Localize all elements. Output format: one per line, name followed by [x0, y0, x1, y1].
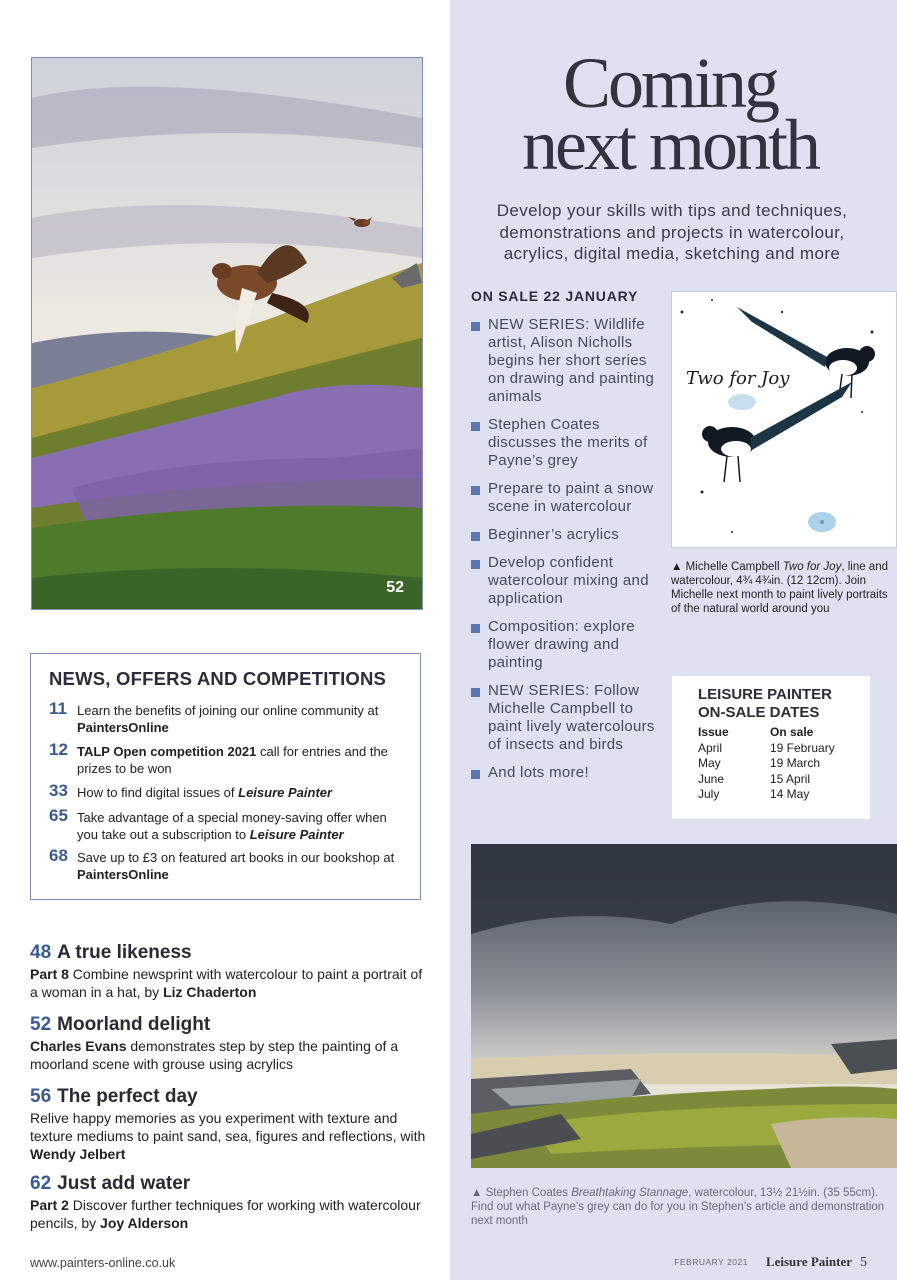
feature-title: The perfect day: [57, 1086, 198, 1107]
feature-title: Moorland delight: [57, 1014, 211, 1035]
footer-page-number: 5: [860, 1255, 867, 1270]
news-item-text: How to find digital issues of Leisure Painter: [77, 785, 333, 800]
bullet-item: Prepare to paint a snow scene in watercolour: [470, 480, 660, 516]
news-item-page: 33: [49, 781, 68, 800]
magpie-caption: ▲ Michelle Campbell Two for Joy, line and watercolour, 4¾ 4¾in. (12 12cm). Join Michelle next month to paint lively portraits of the natural world around you: [671, 561, 888, 615]
coming-title: Coming next month: [522, 43, 818, 185]
feature-body: Relive happy memories as you experiment with texture and texture mediums to paint sand, sea, figures and reflections, with Wendy Jelbert: [30, 1110, 426, 1162]
painting-script: Two for Joy: [686, 368, 790, 389]
feature-item[interactable]: [30, 942, 430, 1001]
news-item-text: Learn the benefits of joining our online community at PaintersOnline: [77, 703, 379, 735]
news-item-page: 68: [49, 846, 68, 865]
table-row: April 19 February: [698, 740, 835, 755]
dates-title: LEISURE PAINTER ON-SALE DATES: [698, 686, 832, 721]
news-item-text: TALP Open competition 2021 call for entries and the prizes to be won: [77, 744, 388, 776]
feature-heading: [30, 942, 430, 964]
news-title: NEWS, OFFERS AND COMPETITIONS: [49, 668, 387, 689]
footer-brand: Leisure Painter: [765, 1254, 852, 1269]
feature-heading: [30, 1086, 430, 1108]
feature-page: 56: [30, 1086, 52, 1107]
news-item[interactable]: [49, 699, 409, 736]
grouse-painting-image: [32, 58, 422, 609]
bullet-item: NEW SERIES: Wildlife artist, Alison Nicholls begins her short series on drawing and painting animals: [470, 316, 660, 406]
footer-url[interactable]: www.painters-online.co.uk: [30, 1256, 176, 1270]
feature-heading: [30, 1173, 430, 1195]
page-badge: 52: [386, 579, 404, 596]
news-item-text: Take advantage of a special money-saving offer when you take out a subscription to Leisure Painter: [77, 810, 387, 842]
moorland-painting-image: [471, 844, 897, 1168]
feature-heading: [30, 1014, 430, 1036]
magpie-painting-image: [672, 292, 896, 547]
col-on-sale: On sale: [770, 725, 814, 739]
footer-month: FEBRUARY 2021: [674, 1257, 748, 1267]
feature-title: A true likeness: [57, 942, 192, 963]
magpie-painting-photo: [671, 291, 897, 548]
bullet-item: And lots more!: [470, 764, 660, 782]
news-item[interactable]: [49, 806, 409, 843]
feature-body: Part 8 Combine newsprint with watercolour to paint a portrait of a woman in a hat, by Liz Chaderton: [30, 966, 423, 1000]
bullet-item: Beginner’s acrylics: [470, 526, 660, 544]
feature-item[interactable]: [30, 1014, 430, 1073]
feature-page: 52: [30, 1014, 52, 1035]
feature-item[interactable]: [30, 1173, 430, 1232]
coming-bullet-list: [470, 316, 660, 792]
footer-right: [674, 1254, 867, 1271]
feature-body: Part 2 Discover further techniques for working with watercolour pencils, by Joy Alderson: [30, 1197, 421, 1231]
news-item[interactable]: [49, 781, 409, 802]
col-issue: Issue: [698, 725, 729, 739]
news-item-page: 11: [49, 699, 67, 718]
coming-subtitle: Develop your skills with tips and techniques, demonstrations and projects in watercolour, acrylics, digital media, sketching and more: [496, 201, 848, 263]
news-offers-box: [30, 653, 421, 900]
feature-page: 48: [30, 942, 52, 963]
feature-item[interactable]: [30, 1086, 430, 1163]
on-sale-dates-box: [672, 676, 870, 819]
feature-page: 62: [30, 1173, 52, 1194]
dates-table: [698, 725, 835, 803]
moorland-caption: ▲ Stephen Coates Breathtaking Stannage, watercolour, 13½ 21½in. (35 55cm). Find out what Payne’s grey can do for you in Stephen’s article and demonstration next month: [471, 1187, 885, 1227]
bullet-item: NEW SERIES: Follow Michelle Campbell to paint lively watercolours of insects and birds: [470, 682, 660, 754]
news-item-page: 65: [49, 806, 68, 825]
on-sale-heading: ON SALE 22 JANUARY: [471, 288, 639, 304]
moorland-painting-photo: [471, 844, 897, 1168]
table-row: July 14 May: [698, 787, 810, 801]
news-item-page: 12: [49, 740, 68, 759]
news-item[interactable]: [49, 740, 409, 777]
news-item-text: Save up to £3 on featured art books in our bookshop at PaintersOnline: [77, 850, 395, 882]
bullet-item: Develop confident watercolour mixing and application: [470, 554, 660, 608]
news-item[interactable]: [49, 846, 409, 883]
dates-header-row: [698, 725, 835, 741]
table-row: June 15 April: [698, 771, 811, 786]
feature-body: Charles Evans demonstrates step by step the painting of a moorland scene with grouse using acrylics: [30, 1038, 399, 1072]
table-row: May 19 March: [698, 756, 821, 770]
feature-title: Just add water: [57, 1173, 191, 1194]
bullet-item: Stephen Coates discusses the merits of Payne’s grey: [470, 416, 660, 470]
bullet-item: Composition: explore flower drawing and painting: [470, 618, 660, 672]
grouse-painting-photo: [31, 57, 423, 610]
